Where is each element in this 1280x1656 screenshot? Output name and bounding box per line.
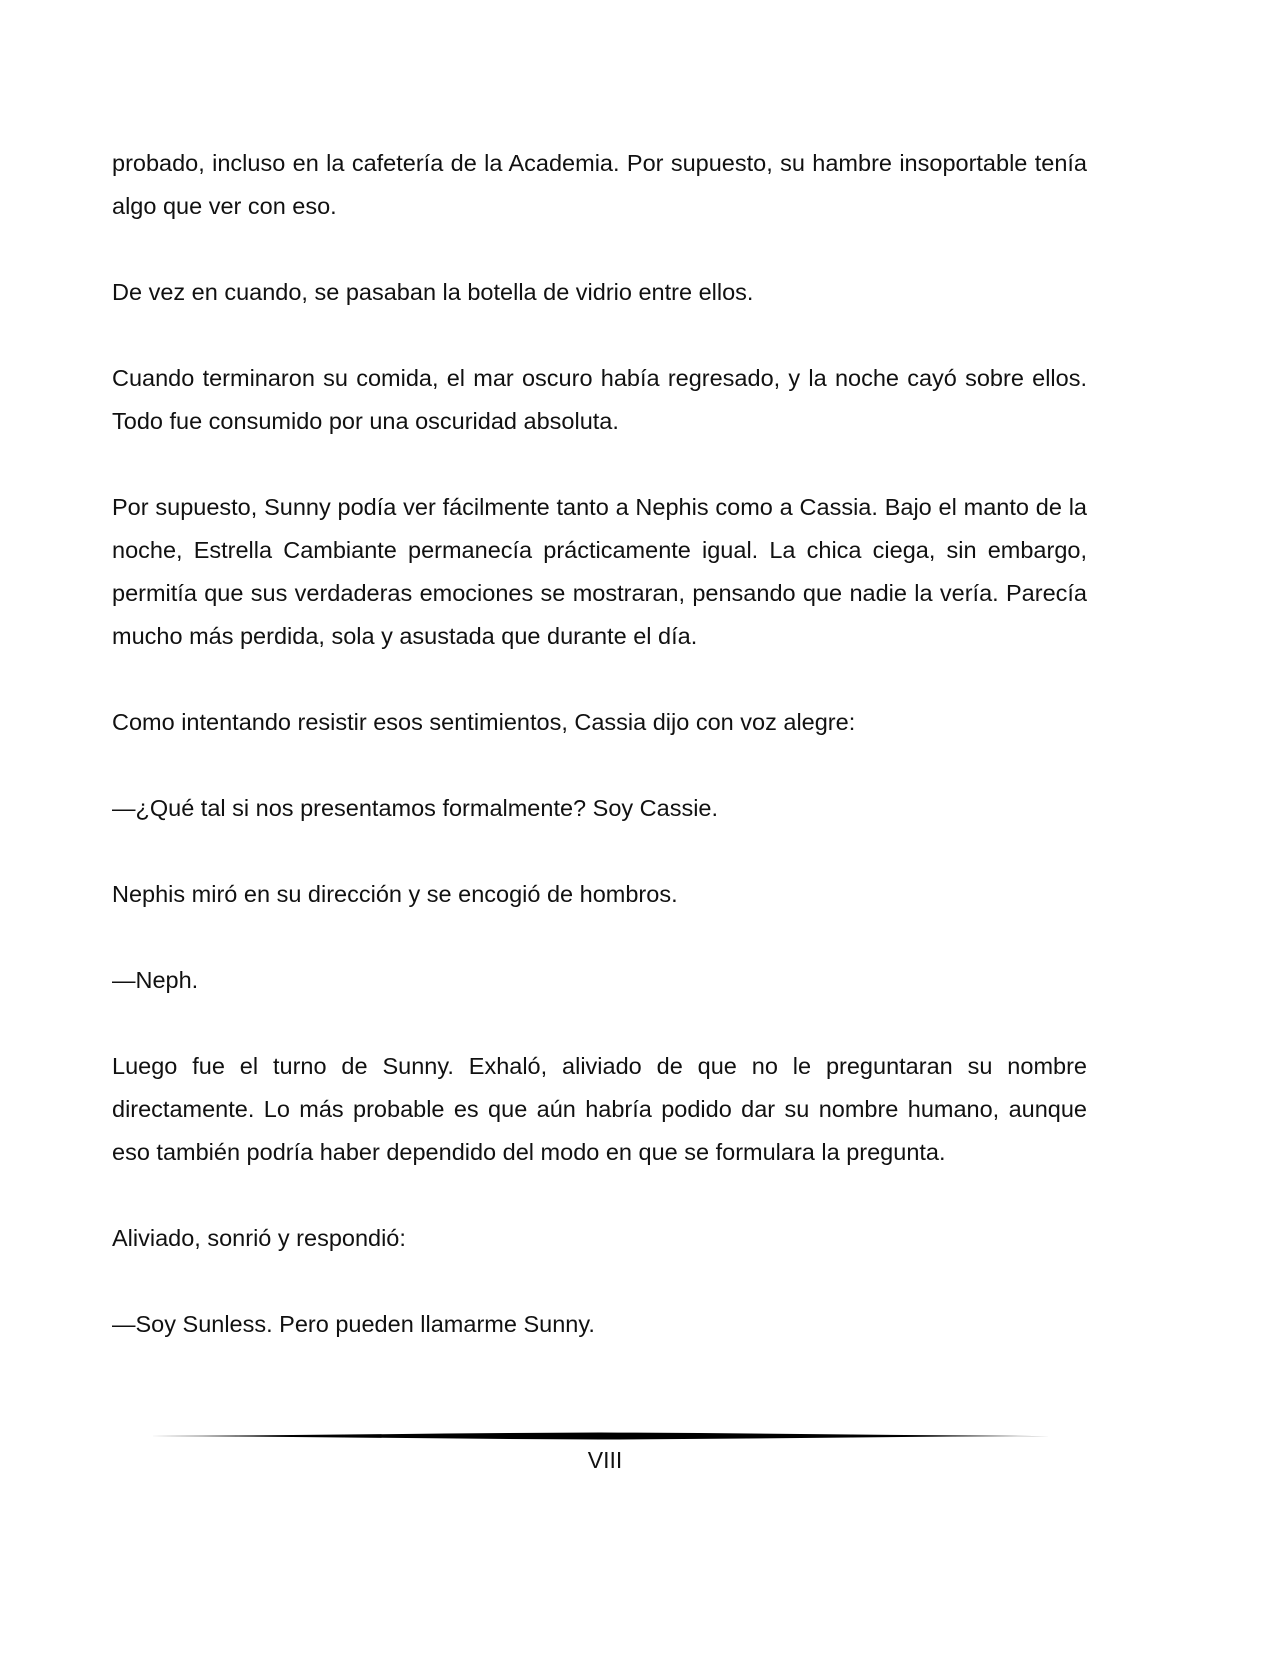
page-number: VIII xyxy=(587,1447,623,1473)
paragraph: Cuando terminaron su comida, el mar oscuro había regresado, y la noche cayó sobre ellos. Todo fue consumido por una oscuridad absoluta. xyxy=(112,365,1087,434)
paragraph: De vez en cuando, se pasaban la botella de vidrio entre ellos. xyxy=(112,279,754,305)
footer-divider-stroke xyxy=(150,1433,1050,1440)
paragraph: Como intentando resistir esos sentimientos, Cassia dijo con voz alegre: xyxy=(112,709,856,735)
paragraph: Luego fue el turno de Sunny. Exhaló, aliviado de que no le preguntaran su nombre directamente. Lo más probable es que aún habría podido dar su nombre humano, aunque eso también podría haber dependido del modo en que se formulara la pregunta. xyxy=(112,1053,1087,1165)
body-text xyxy=(112,142,1087,1346)
dialogue-paragraph: —¿Qué tal si nos presentamos formalmente? Soy Cassie. xyxy=(112,795,719,821)
paragraph: Por supuesto, Sunny podía ver fácilmente tanto a Nephis como a Cassia. Bajo el manto de la noche, Estrella Cambiante permanecía prácticamente igual. La chica ciega, sin embargo, permitía que sus verdaderas emociones se mostraran, pensando que nadie la vería. Parecía mucho más perdida, sola y asustada que durante el día. xyxy=(112,494,1087,649)
paragraph: Aliviado, sonrió y respondió: xyxy=(112,1225,406,1251)
dialogue-paragraph: —Soy Sunless. Pero pueden llamarme Sunny. xyxy=(112,1311,595,1337)
paragraph: Nephis miró en su dirección y se encogió de hombros. xyxy=(112,881,678,907)
paragraph: probado, incluso en la cafetería de la Academia. Por supuesto, su hambre insoportable tenía algo que ver con eso. xyxy=(112,150,1087,219)
dialogue-paragraph: —Neph. xyxy=(112,967,199,993)
